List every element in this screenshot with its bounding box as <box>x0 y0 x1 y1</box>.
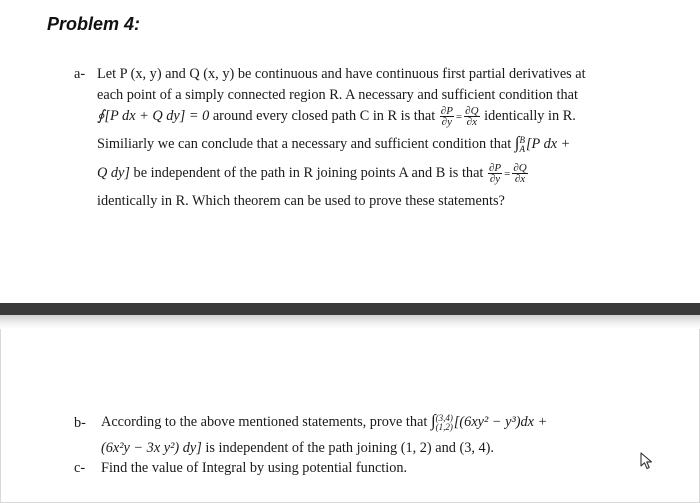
part-a-line-3-end: identically in R. <box>480 107 576 124</box>
part-c-marker: c- <box>74 460 86 476</box>
part-a-line-4-integrand: [P dx + <box>525 136 571 152</box>
part-b-line-2 <box>101 439 494 457</box>
part-a-line-5-text: be independent of the path in R joining points A and B is that <box>129 164 487 181</box>
part-c-line-1: Find the value of Integral by using potential function. <box>101 460 408 476</box>
part-b-integrand-2: (6x²y − 3x y²) dy] <box>101 440 202 456</box>
part-b-line-1 <box>101 412 547 432</box>
part-b-integrand-1: [(6xy² − y³)dx + <box>453 414 548 430</box>
problem-title: Problem 4: <box>47 14 141 34</box>
part-b-line-2-text: is independent of the path joining (1, 2) and (3, 4). <box>201 440 495 456</box>
part-a-line-1: Let P (x, y) and Q (x, y) be continuous and have continuous first partial derivatives at <box>97 66 586 82</box>
integral-sign-b: ∫ <box>430 411 436 430</box>
part-a-line-5: Q dy] be independent of the path in R joining points A and B is that $\frac{\partial P}{\partial y}$ = $\frac{\partial Q}{\partial x}$ <box>97 162 527 185</box>
part-a-line-5-integrand: Q dy] <box>97 164 130 181</box>
part-a-line-4-text: Similiarly we can conclude that a necessary and sufficient condition that <box>97 136 515 152</box>
mouse-pointer-icon <box>640 452 654 470</box>
partial-p-over-y: $\frac{\partial P}{\partial y}$ <box>440 105 453 128</box>
integral-sign: ∫ <box>514 133 520 152</box>
partial-q-over-x: $\frac{\partial Q}{\partial x}$ <box>465 105 479 128</box>
integral-limits-b: (3,4) (1,2) <box>435 412 453 432</box>
closed-path-integral: ∮[P dx + Q dy] = 0 <box>97 107 210 124</box>
partial-p-over-y-2: $\frac{\partial P}{\partial y}$ <box>488 162 502 185</box>
part-a-marker: a- <box>74 66 86 82</box>
section-divider <box>0 303 700 315</box>
part-a-line-3-text: around every closed path C in R is that <box>209 107 439 124</box>
integral-limits-ab: B A <box>519 134 525 154</box>
partial-q-over-x-2: $\frac{\partial Q}{\partial x}$ <box>513 162 527 185</box>
part-a-line-2: each point of a simply connected region R. A necessary and sufficient condition that <box>97 87 578 103</box>
section-divider-shadow <box>0 315 700 329</box>
part-b-marker: b- <box>74 415 86 431</box>
part-a-line-6: identically in R. Which theorem can be used to prove these statements? <box>97 193 505 209</box>
part-a-line-3: ∮[P dx + Q dy] = 0 around every closed path C in R is that $\frac{\partial P}{\partial y}$ = $\frac{\partial Q}{\partial x}$ identically in R. <box>97 105 576 128</box>
part-b-line-1-text: According to the above mentioned statements, prove that <box>101 414 431 430</box>
part-a-line-4 <box>97 134 570 154</box>
